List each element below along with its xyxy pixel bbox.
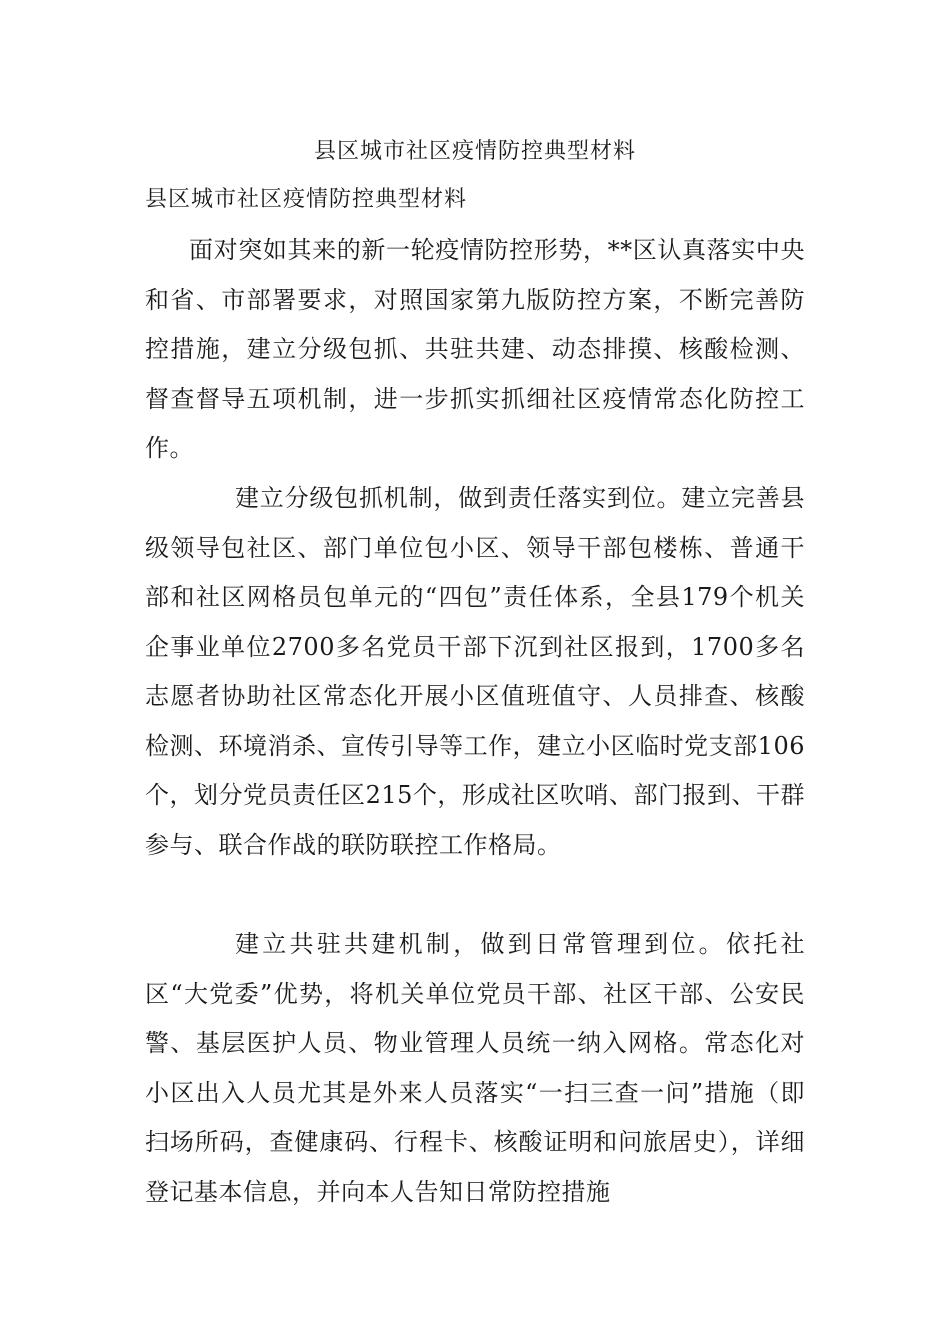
document-subtitle: 县区城市社区疫情防控典型材料: [145, 187, 468, 212]
paragraph-intro: 面对突如其来的新一轮疫情防控形势，**区认真落实中央和省、市部署要求，对照国家第九版防控方案，不断完善防控措施，建立分级包抓、共驻共建、动态排摸、核酸检测、督查督导五项机制，进一步抓实抓细社区疫情常态化防控工作。: [145, 236, 805, 462]
paragraph-responsibility-mechanism: 建立分级包抓机制，做到责任落实到位。建立完善县级领导包社区、部门单位包小区、领导干部包楼栋、普通干部和社区网格员包单元的“四包”责任体系，全县179个机关企事业单位2700多名党员干部下沉到社区报到，1700多名志愿者协助社区常态化开展小区值班值守、人员排查、核酸检测、环境消杀、宣传引导等工作，建立小区临时党支部106个，划分党员责任区215个，形成社区吹哨、部门报到、干群参与、联合作战的联防联控工作格局。: [145, 484, 805, 859]
paragraph-joint-building-mechanism: 建立共驻共建机制，做到日常管理到位。依托社区“大党委”优势，将机关单位党员干部、社区干部、公安民警、基层医护人员、物业管理人员统一纳入网格。常态化对小区出入人员尤其是外来人员落实“一扫三查一问”措施（即扫场所码，查健康码、行程卡、核酸证明和问旅居史），详细登记基本信息，并向本人告知日常防控措施: [145, 930, 805, 1206]
document-title: 县区城市社区疫情防控典型材料: [313, 139, 636, 164]
